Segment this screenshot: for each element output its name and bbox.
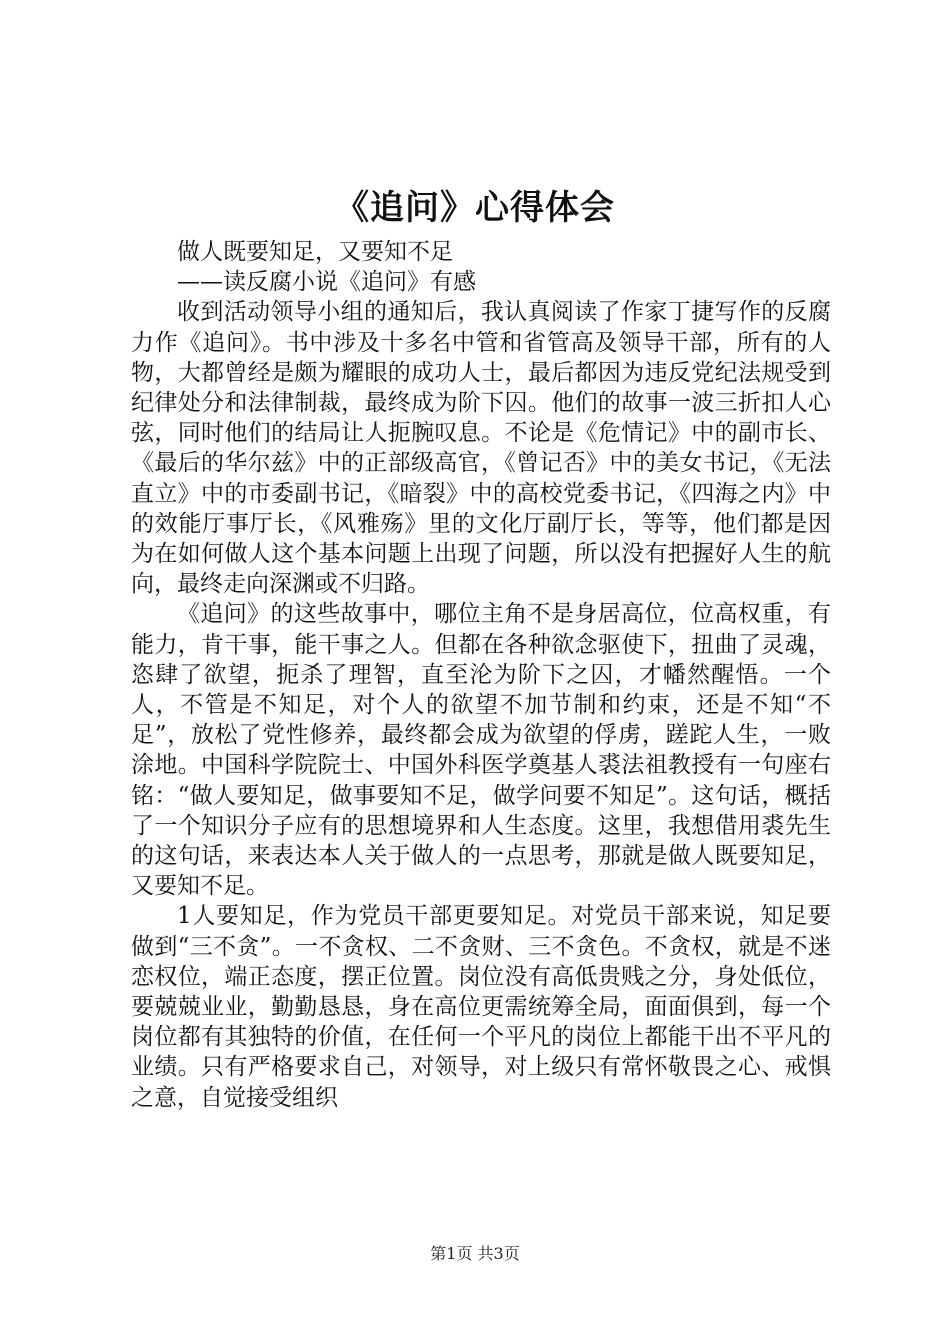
document-title: 《追问》心得体会 xyxy=(335,188,615,228)
document-body xyxy=(131,237,831,1113)
body-paragraph: 1人要知足，作为党员干部更要知足。对党员干部来说，知足要做到“三不贪”。一不贪权、二不贪财、三不贪色。不贪权，就是不迷恋权位，端正态度，摆正位置。岗位没有高低贵贱之分，身处低位，要兢兢业业，勤勤恳恳，身在高位更需统筹全局，面面俱到，每一个岗位都有其独特的价值，在任何一个平凡的岗位上都能干出不平凡的业绩。只有严格要求自己，对领导，对上级只有常怀敬畏之心、戒惧之意，自觉接受组织 xyxy=(131,903,831,1111)
body-paragraph: 收到活动领导小组的通知后，我认真阅读了作家丁捷写作的反腐力作《追问》。书中涉及十多名中管和省管高及领导干部，所有的人物，大都曾经是颇为耀眼的成功人士，最后都因为违反党纪法规受到纪律处分和法律制裁，最终成为阶下囚。他们的故事一波三折扣人心弦，同时他们的结局让人扼腕叹息。不论是《危情记》中的副市长、《最后的华尔兹》中的正部级高官，《曾记否》中的美女书记，《无法直立》中的市委副书记，《暗裂》中的高校党委书记，《四海之内》中的效能厅事厅长，《风雅殇》里的文化厅副厅长，等等，他们都是因为在如何做人这个基本问题上出现了问题，所以没有把握好人生的航向，最终走向深渊或不归路。 xyxy=(131,299,831,598)
page-footer: 第1页 共3页 xyxy=(430,1244,520,1263)
subtitle-line: 做人既要知足，又要知不足 xyxy=(177,239,453,265)
subtitle-byline: ——读反腐小说《追问》有感 xyxy=(177,269,476,296)
body-paragraph: 《追问》的这些故事中，哪位主角不是身居高位，位高权重，有能力，肯干事，能干事之人。但都在各种欲念驱使下，扭曲了灵魂，恣肆了欲望，扼杀了理智，直至沦为阶下之囚，才幡然醒悟。一个人，不管是不知足，对个人的欲望不加节制和约束，还是不知“不足”，放松了党性修养，最终都会成为欲望的俘虏，蹉跎人生，一败涂地。中国科学院院士、中国外科医学奠基人裘法祖教授有一句座右铭：“做人要知足，做事要知不足，做学问要不知足”。这句话，概括了一个知识分子应有的思想境界和人生态度。这里，我想借用裘先生的这句话，来表达本人关于做人的一点思考，那就是做人既要知足，又要知不足。 xyxy=(131,601,831,900)
